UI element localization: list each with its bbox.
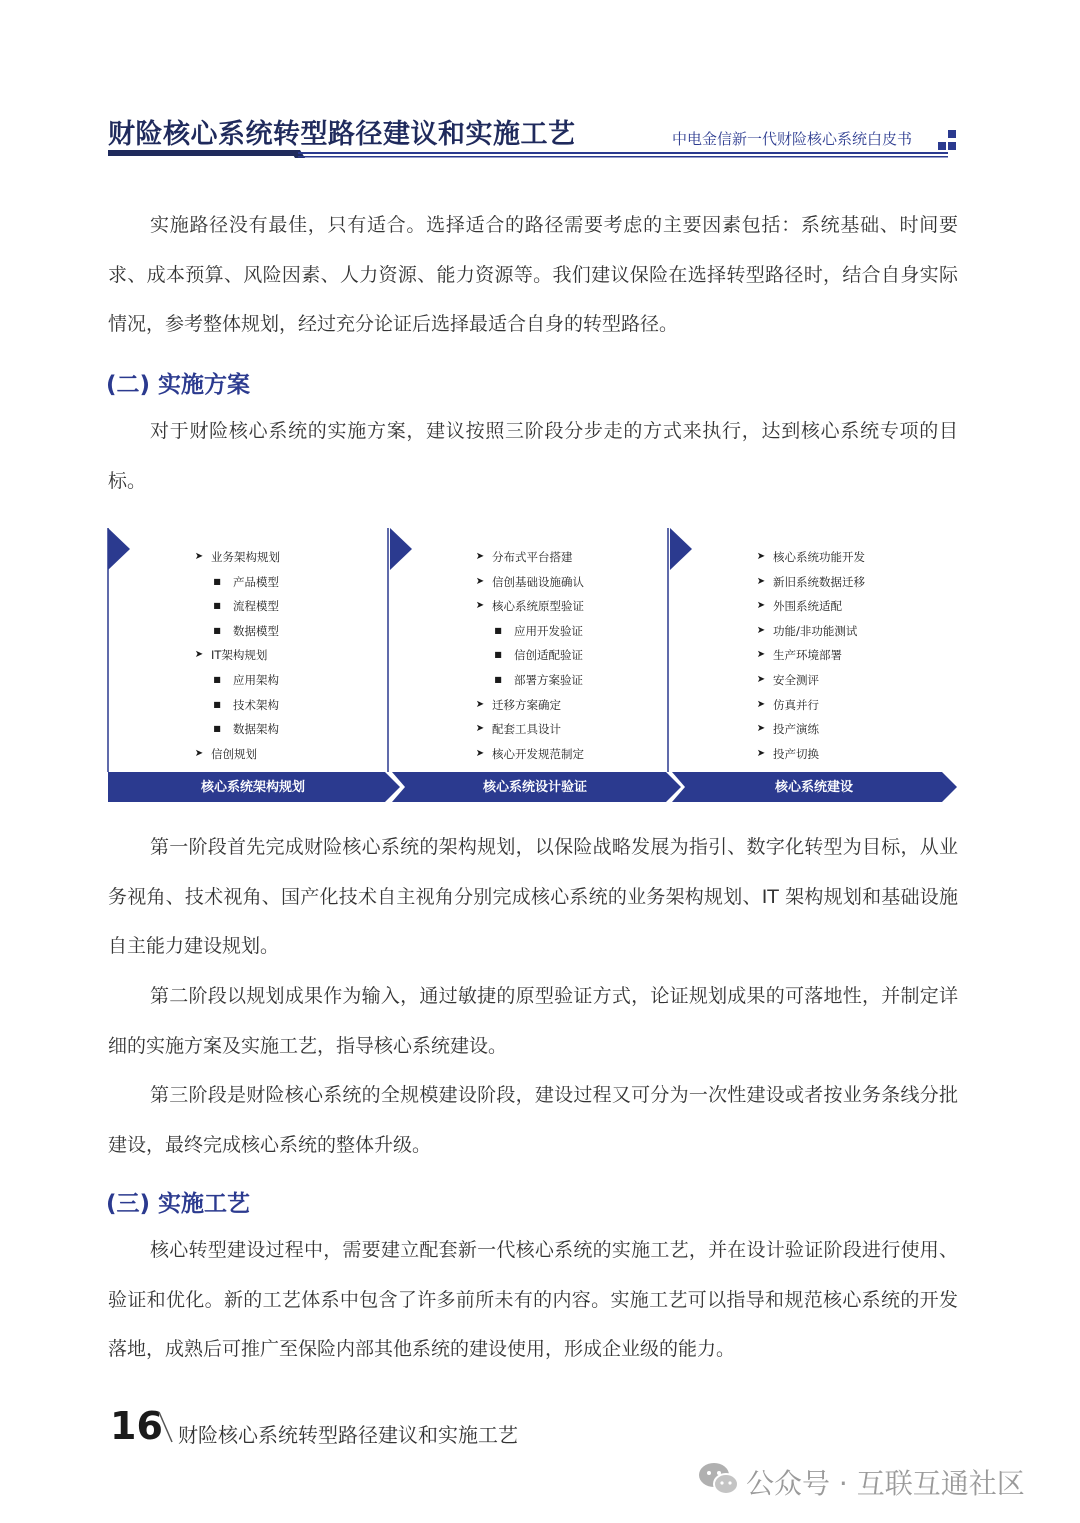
plan-intro-paragraph: 对于财险核心系统的实施方案，建议按照三阶段分步走的方式来执行，达到核心系统专项的目标。 [108, 420, 958, 492]
header-subtitle: 中电金信新一代财险核心系统白皮书 [672, 130, 913, 148]
section-title-craft: (三) 实施工艺 [106, 1191, 251, 1217]
intro-paragraph: 实施路径没有最佳，只有适合。选择适合的路径需要考虑的主要因素包括：系统基础、时间要求、成本预算、风险因素、人力资源、能力资源等。我们建议保险在选择转型路径时，结合自身实际情况，参考整体规划，经过充分论证后选择最适合自身的转型路径。 [108, 214, 958, 335]
chevron-right-icon: ➤ [194, 649, 204, 661]
stage2-paragraph: 第二阶段以规划成果作为输入，通过敏捷的原型验证方式，论证规划成果的可落地性，并制定详细的实施方案及实施工艺，指导核心系统建设。 [108, 985, 958, 1057]
page-divider [156, 1410, 176, 1446]
header-square-icon [948, 130, 956, 138]
chevron-right-icon: ➤ [756, 698, 766, 710]
header-title: 财险核心系统转型路径建议和实施工艺 [108, 119, 576, 150]
square-bullet-icon: ■ [494, 625, 502, 635]
watermark: 公众号 · 互联互通社区 [746, 1467, 1025, 1500]
chevron-right-icon: ➤ [756, 747, 766, 759]
phase3-label: 核心系统建设 [774, 780, 853, 795]
square-bullet-icon: ■ [494, 674, 502, 684]
square-bullet-icon: ■ [213, 699, 221, 709]
chevron-right-icon: ➤ [475, 723, 485, 735]
chevron-right-icon: ➤ [756, 723, 766, 735]
phase2-arrow-icon [390, 528, 412, 570]
phase1-label: 核心系统架构规划 [200, 780, 305, 795]
chevron-right-icon: ➤ [475, 575, 485, 587]
square-bullet-icon: ■ [213, 724, 221, 734]
square-bullet-icon: ■ [213, 674, 221, 684]
square-bullet-icon: ■ [213, 601, 221, 611]
page-number: 16 [110, 1404, 163, 1448]
phase2-label: 核心系统设计验证 [482, 780, 587, 795]
chevron-right-icon: ➤ [756, 551, 766, 562]
craft-paragraph: 核心转型建设过程中，需要建立配套新一代核心系统的实施工艺，并在设计验证阶段进行使用、验证和优化。新的工艺体系中包含了许多前所未有的内容。实施工艺可以指导和规范核心系统的开发落地，成熟后可推广至保险内部其他系统的建设使用，形成企业级的能力。 [108, 1239, 958, 1360]
square-bullet-icon: ■ [213, 625, 221, 635]
stage3-paragraph: 第三阶段是财险核心系统的全规模建设阶段，建设过程又可分为一次性建设或者按业务条线分批建设，最终完成核心系统的整体升级。 [108, 1084, 958, 1156]
chevron-right-icon: ➤ [756, 649, 766, 661]
stage1-paragraph: 第一阶段首先完成财险核心系统的架构规划，以保险战略发展为指引、数字化转型为目标，从业务视角、技术视角、国产化技术自主视角分别完成核心系统的业务架构规划、IT 架构规划和基础设施自主能力建设规划。 [108, 836, 958, 957]
chevron-right-icon: ➤ [475, 698, 485, 710]
footer-page-title: 财险核心系统转型路径建议和实施工艺 [178, 1423, 518, 1447]
chevron-right-icon: ➤ [194, 551, 204, 562]
chevron-right-icon: ➤ [756, 673, 766, 685]
phase1-arrow-icon [108, 528, 130, 570]
chevron-right-icon: ➤ [194, 747, 204, 759]
square-bullet-icon: ■ [213, 576, 221, 586]
wechat-icon [697, 1460, 741, 1498]
chevron-right-icon: ➤ [475, 551, 485, 562]
chevron-right-icon: ➤ [475, 747, 485, 759]
header-rule [0, 0, 1080, 170]
phase3-arrow-icon [670, 528, 692, 570]
chevron-right-icon: ➤ [756, 600, 766, 612]
chevron-right-icon: ➤ [475, 600, 485, 612]
chevron-right-icon: ➤ [756, 624, 766, 636]
square-bullet-icon: ■ [494, 650, 502, 660]
section-title-plan: (二) 实施方案 [106, 372, 251, 398]
chevron-right-icon: ➤ [756, 575, 766, 587]
